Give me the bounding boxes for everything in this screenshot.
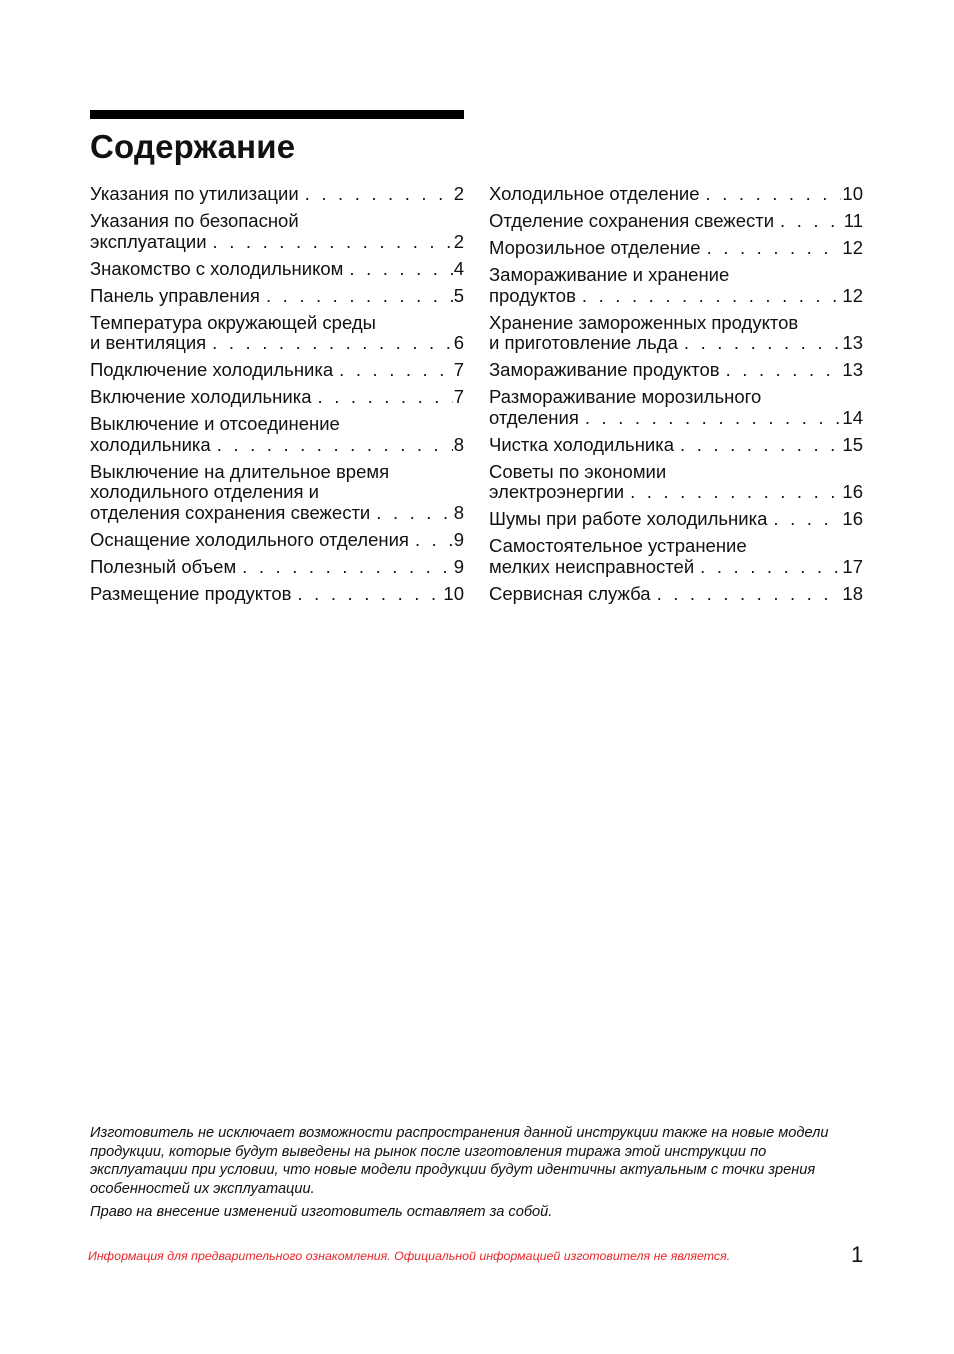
toc-entry-title-line: Размораживание морозильного (489, 386, 762, 407)
toc-right-column (489, 184, 863, 611)
toc-left-column (90, 184, 464, 611)
manufacturer-note: Изготовитель не исключает возможности распространения данной инструкции также на новые модели продукции, которые будут выведены на рынок после изготовления тиража этой инструкции по эксплуатации при условии, что новые модели продукции будут идентичны актуальным с точки зрения особенностей их эксплуатации. (90, 1125, 829, 1197)
toc-entry-title-line: Выключение и отсоединение (90, 413, 340, 434)
toc-page-number: 12 (842, 284, 863, 306)
toc-entry[interactable] (489, 265, 863, 306)
toc-entry-title-line: и вентиляция (90, 332, 207, 353)
toc-entry[interactable] (90, 286, 464, 307)
dot-leader (707, 238, 842, 259)
dot-leader (212, 333, 453, 354)
toc-entry-leader-row (489, 286, 863, 307)
toc-entry-title-line: Оснащение холодильного отделения (90, 528, 409, 550)
toc-entry[interactable] (489, 184, 863, 205)
toc-page-number: 16 (842, 508, 863, 529)
toc-entry-title-line: Размещение продуктов (90, 582, 292, 604)
toc-entry-leader-row (90, 584, 464, 605)
dot-leader (298, 584, 443, 605)
toc-page-number: 2 (453, 230, 464, 252)
toc-entry-leader-row (90, 184, 464, 205)
toc-page-number: 10 (443, 582, 464, 604)
toc-entry-title-line: Полезный объем (90, 555, 237, 577)
toc-entry[interactable] (489, 360, 863, 381)
dot-leader (376, 503, 452, 524)
toc-entry-leader-row (489, 360, 863, 381)
toc-entry-leader-row (90, 435, 464, 456)
toc-entry-title-line: Холодильное отделение (489, 183, 700, 204)
toc-entry-title-line: холодильного отделения и (90, 481, 319, 502)
dot-leader (726, 360, 842, 381)
toc-entry[interactable] (90, 211, 464, 252)
dot-leader (582, 286, 842, 307)
toc-entry-leader-row (489, 238, 863, 259)
preliminary-disclaimer: Информация для предварительного ознакомления. Официальной информацией изготовителя не является. (88, 1249, 731, 1263)
toc-entry-leader-row (489, 333, 863, 354)
toc-entry-leader-row (90, 286, 464, 307)
changes-note: Право на внесение изменений изготовитель оставляет за собой. (90, 1204, 553, 1221)
toc-entry[interactable] (489, 387, 863, 428)
dot-leader (339, 360, 453, 381)
dot-leader (706, 184, 842, 205)
toc-entry-title-line: холодильника (90, 433, 211, 455)
toc-entry-title-line: электроэнергии (489, 481, 625, 502)
toc-entry-leader-row (90, 530, 464, 551)
toc-page-number: 7 (453, 386, 464, 407)
toc-entry-leader-row (489, 408, 863, 429)
toc-page-number: 6 (453, 332, 464, 353)
toc-entry-title-line: Панель управления (90, 284, 260, 306)
toc-entry-title-line: эксплуатации (90, 230, 207, 252)
toc-entry-title-line: продуктов (489, 284, 576, 306)
dot-leader (773, 509, 841, 530)
toc-page-number: 9 (453, 528, 464, 550)
dot-leader (349, 259, 452, 280)
toc-page-number: 9 (453, 555, 464, 577)
dot-leader (318, 387, 453, 408)
toc-entry[interactable] (90, 360, 464, 381)
toc-entry[interactable] (489, 313, 863, 354)
toc-entry[interactable] (489, 584, 863, 605)
toc-entry-title-line: Знакомство с холодильником (90, 257, 344, 279)
toc-entry-leader-row (489, 184, 863, 205)
title-rule (90, 110, 464, 119)
toc-entry-leader-row (90, 360, 464, 381)
toc-entry-title-line: отделения сохранения свежести (90, 501, 371, 523)
toc-entry-title-line: Указания по безопасной (90, 210, 299, 231)
toc-entry-title-line: Указания по утилизации (90, 183, 299, 204)
toc-entry-leader-row (489, 211, 863, 232)
toc-page-number: 18 (842, 582, 863, 604)
dot-leader (415, 530, 453, 551)
toc-entry-leader-row (90, 503, 464, 524)
dot-leader (700, 557, 841, 578)
toc-entry-leader-row (90, 387, 464, 408)
toc-entry-leader-row (489, 509, 863, 530)
toc-entry-title-line: Включение холодильника (90, 386, 312, 407)
toc-entry[interactable] (489, 211, 863, 232)
toc-entry-title-line: Чистка холодильника (489, 433, 675, 455)
toc-entry[interactable] (90, 462, 464, 524)
toc-entry-leader-row (90, 557, 464, 578)
toc-page-number: 13 (842, 359, 863, 380)
toc-entry-title-line: отделения (489, 406, 579, 428)
toc-entry-title-line: Подключение холодильника (90, 359, 334, 380)
toc-entry-leader-row (489, 584, 863, 605)
toc-page-number: 5 (453, 284, 464, 306)
page-title: Содержание (90, 128, 296, 165)
toc-entry[interactable] (90, 584, 464, 605)
toc-page-number: 12 (842, 237, 863, 258)
toc-entry-title-line: мелких неисправностей (489, 555, 695, 577)
toc-page-number: 7 (453, 359, 464, 380)
toc-page-number: 16 (842, 481, 863, 502)
dot-leader (630, 482, 841, 503)
dot-leader (213, 232, 453, 253)
toc-entry[interactable] (489, 509, 863, 530)
toc-entry-title-line: Сервисная служба (489, 582, 651, 604)
toc-entry-title-line: Выключение на длительное время (90, 460, 390, 482)
dot-leader (657, 584, 842, 605)
toc-entry-title-line: Хранение замороженных продуктов (489, 311, 799, 333)
dot-leader (242, 557, 453, 578)
page-number: 1 (851, 1242, 864, 1267)
toc-page-number: 15 (842, 433, 863, 455)
dot-leader (780, 211, 843, 232)
toc-entry[interactable] (489, 238, 863, 259)
toc-entry-title-line: Самостоятельное устранение (489, 535, 747, 556)
toc-entry-leader-row (90, 232, 464, 253)
toc-entry-title-line: Отделение сохранения свежести (489, 210, 775, 231)
toc-entry[interactable] (489, 435, 863, 456)
toc-entry-leader-row (90, 333, 464, 354)
toc-page-number: 2 (453, 183, 464, 204)
dot-leader (266, 286, 453, 307)
toc-entry-title-line: Температура окружающей среды (90, 311, 376, 333)
toc-entry[interactable] (90, 387, 464, 408)
toc-entry[interactable] (489, 536, 863, 577)
toc-entry-leader-row (489, 557, 863, 578)
toc-entry-leader-row (90, 259, 464, 280)
toc-page-number: 14 (842, 406, 863, 428)
toc-entry-title-line: Замораживание и хранение (489, 264, 730, 285)
toc-entry-title-line: Замораживание продуктов (489, 359, 720, 380)
toc-entry[interactable] (90, 557, 464, 578)
toc-entry-title-line: и приготовление льда (489, 332, 678, 353)
toc-page-number: 11 (843, 210, 863, 231)
toc-page-number: 13 (842, 332, 863, 353)
toc-page-number: 10 (842, 183, 863, 204)
toc-entry-title-line: Морозильное отделение (489, 237, 701, 258)
footer-notes (90, 1124, 865, 1227)
toc-entry-title-line: Советы по экономии (489, 460, 667, 482)
toc-entry[interactable] (90, 414, 464, 455)
toc-page-number: 8 (453, 433, 464, 455)
toc-page-number: 17 (842, 555, 863, 577)
toc-entry-leader-row (489, 482, 863, 503)
toc-page-number: 8 (453, 501, 464, 523)
dot-leader (684, 333, 842, 354)
dot-leader (217, 435, 453, 456)
toc-entry[interactable] (90, 184, 464, 205)
toc-entry-leader-row (489, 435, 863, 456)
toc-page-number: 4 (453, 257, 464, 279)
toc-entry[interactable] (90, 530, 464, 551)
dot-leader (680, 435, 841, 456)
toc-entry[interactable] (489, 462, 863, 503)
dot-leader (305, 184, 453, 205)
toc-entry[interactable] (90, 259, 464, 280)
toc-entry-title-line: Шумы при работе холодильника (489, 508, 768, 529)
toc-entry[interactable] (90, 313, 464, 354)
dot-leader (585, 408, 842, 429)
